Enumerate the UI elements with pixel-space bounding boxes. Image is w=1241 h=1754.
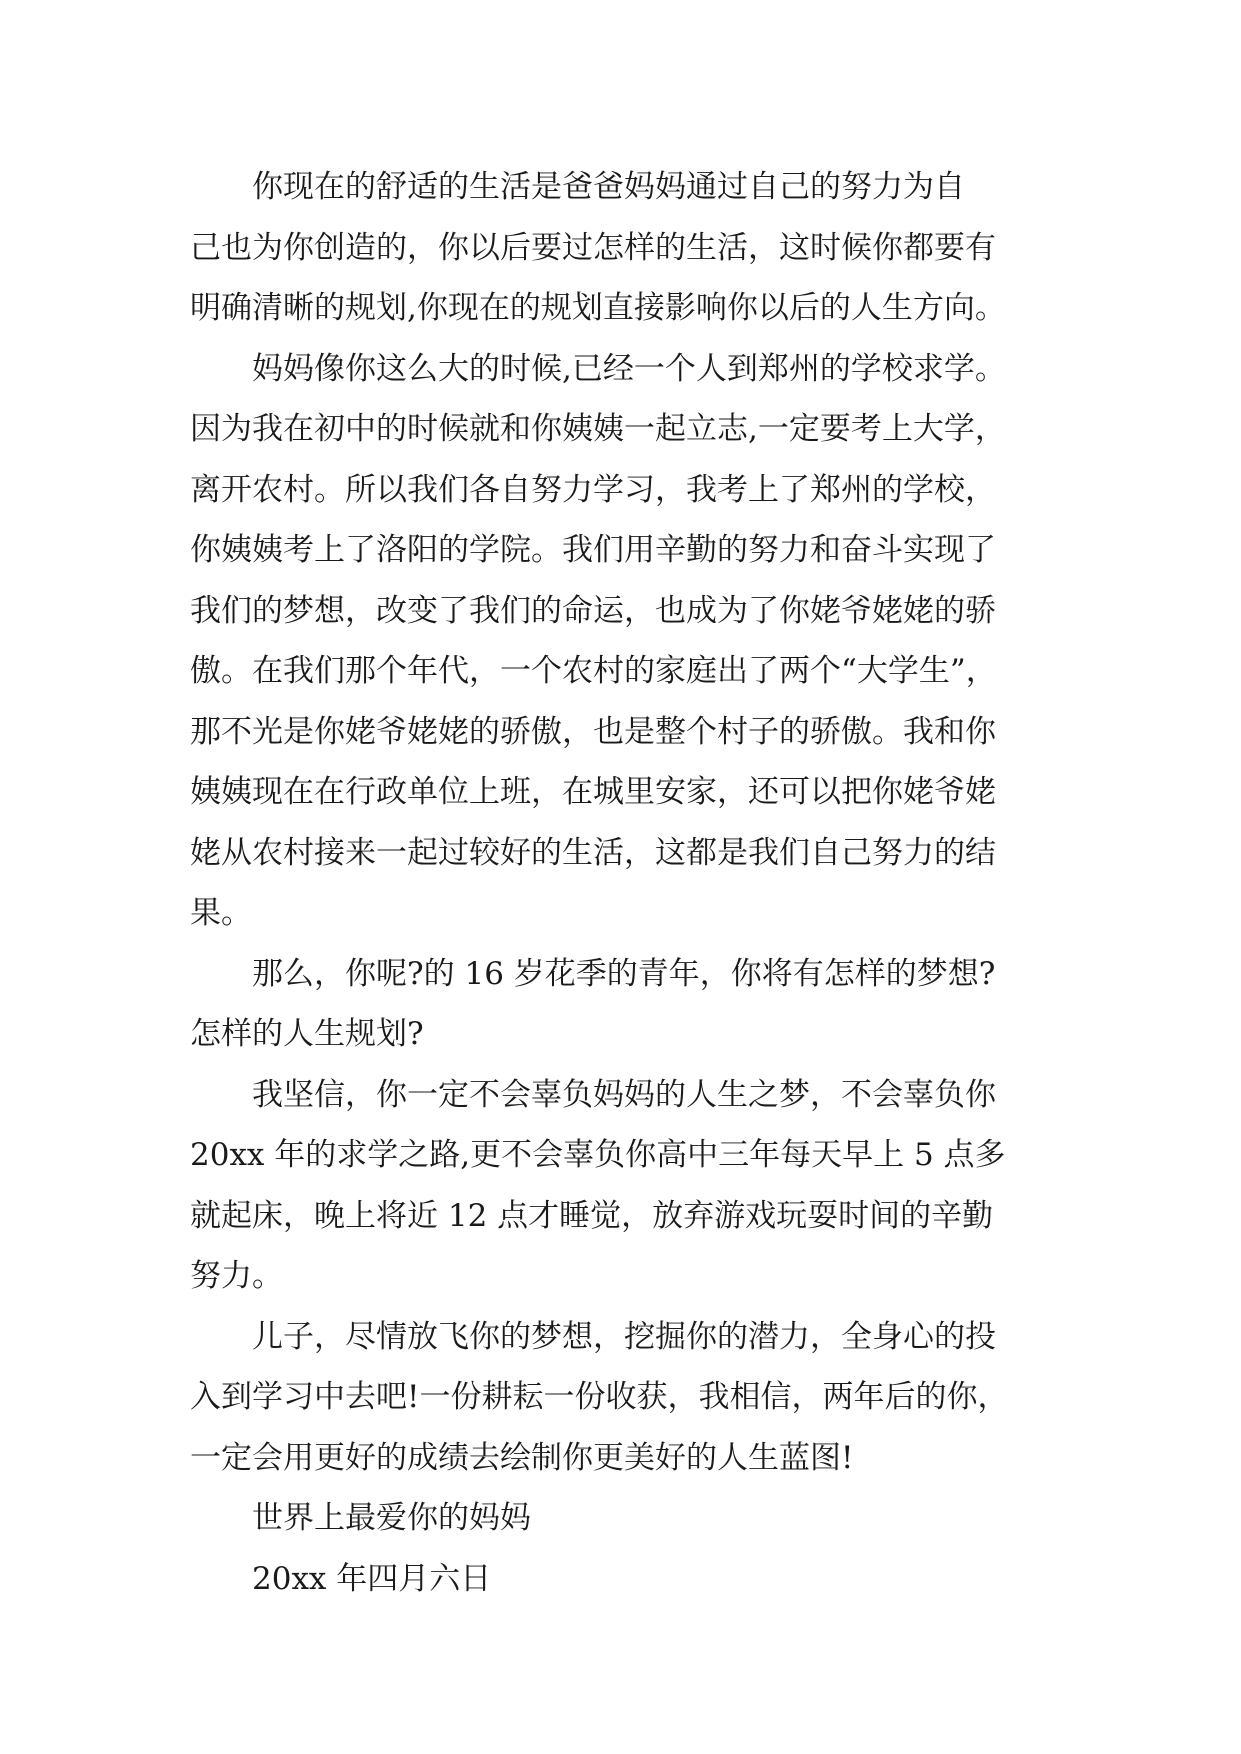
text-line: 20xx 年的求学之路,更不会辜负你高中三年每天早上 5 点多 [190, 1137, 1006, 1173]
letter-body [190, 157, 1070, 1609]
text-line: 努力。 [190, 1258, 283, 1294]
text-line: 一定会用更好的成绩去绘制你更美好的人生蓝图! [190, 1439, 854, 1476]
text-line: 姥从农村接来一起过较好的生活，这都是我们自己努力的结 [190, 834, 996, 871]
text-line: 那不光是你姥爷姥姥的骄傲，也是整个村子的骄傲。我和你 [190, 713, 996, 750]
text-line: 你姨姨考上了洛阳的学院。我们用辛勤的努力和奋斗实现了 [190, 532, 996, 568]
text-line: 己也为你创造的，你以后要过怎样的生活，这时候你都要有 [190, 229, 996, 266]
signature-text: 世界上最爱你的妈妈 [252, 1500, 531, 1536]
text-line: 我们的梦想，改变了我们的命运，也成为了你姥爷姥姥的骄 [190, 592, 996, 629]
text-line: 因为我在初中的时候就和你姨姨一起立志,一定要考上大学， [190, 411, 1006, 447]
paragraph [190, 1065, 1070, 1307]
signature [190, 1488, 1070, 1549]
date-text: 20xx 年四月六日 [252, 1560, 492, 1597]
text-line: 明确清晰的规划,你现在的规划直接影响你以后的人生方向。 [190, 290, 1006, 326]
text-line: 果。 [190, 895, 252, 931]
text-line: 离开农村。所以我们各自努力学习，我考上了郑州的学校， [190, 471, 996, 508]
text-line: 姨姨现在在行政单位上班，在城里安家，还可以把你姥爷姥 [190, 774, 996, 810]
text-line: 就起床，晚上将近 12 点才睡觉，放弃游戏玩耍时间的辛勤 [190, 1197, 994, 1234]
text-line: 怎样的人生规划? [190, 1016, 424, 1052]
text-line: 儿子，尽情放飞你的梦想，挖掘你的潜力，全身心的投 [252, 1318, 996, 1355]
text-line: 那么，你呢?的 16 岁花季的青年，你将有怎样的梦想? [252, 955, 996, 992]
paragraph [190, 157, 1070, 339]
date [190, 1549, 1070, 1610]
text-line: 傲。在我们那个年代，一个农村的家庭出了两个“大学生”， [190, 653, 997, 689]
text-line: 妈妈像你这么大的时候,已经一个人到郑州的学校求学。 [252, 350, 1006, 387]
text-line: 入到学习中去吧!一份耕耘一份收获，我相信，两年后的你， [190, 1379, 1009, 1415]
text-line: 你现在的舒适的生活是爸爸妈妈通过自己的努力为自 [252, 169, 965, 205]
paragraph [190, 944, 1070, 1065]
paragraph [190, 1307, 1070, 1489]
text-line: 我坚信，你一定不会辜负妈妈的人生之梦，不会辜负你 [252, 1076, 996, 1113]
paragraph [190, 339, 1070, 944]
